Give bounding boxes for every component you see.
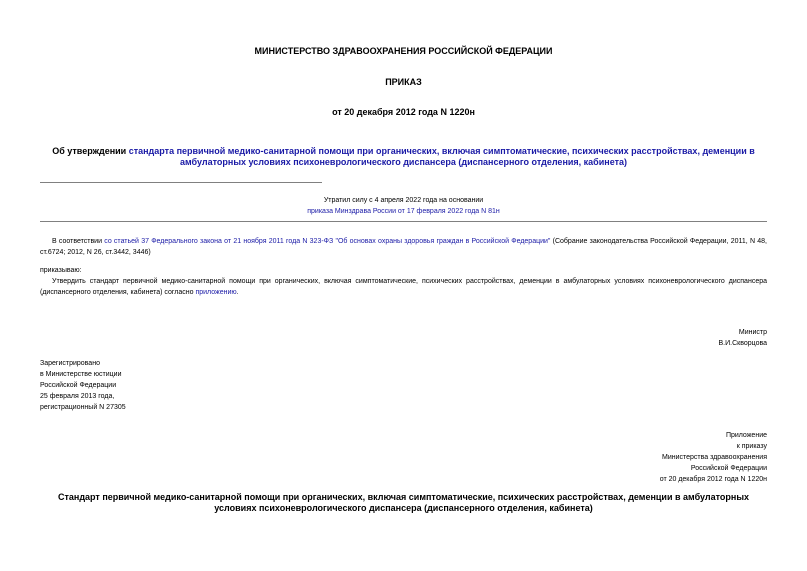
registration-block (40, 358, 240, 413)
status-link[interactable]: приказа Минздрава России от 17 февраля 2022 года N 81н (307, 208, 500, 215)
approve-text: Утвердить стандарт первичной медико-санитарной помощи при органических, включая симптоматические, психических расстройствах, деменции в амбулаторных условиях психоневрологического диспансера (диспансерного отделения, кабинета) согласно (40, 278, 767, 296)
status-line-1: Утратил силу с 4 апреля 2022 года на основании (323, 197, 484, 204)
doc-type-heading: ПРИКАЗ (385, 77, 422, 87)
standard-title: Стандарт первичной медико-санитарной помощи при органических, включая симптоматические, психических расстройствах, деменции в амбулаторных условиях психоневрологического диспансера (диспансерного отделения, кабинета) (57, 492, 750, 513)
signature-role: Министр (738, 329, 767, 336)
ministry-heading: МИНИСТЕРСТВО ЗДРАВООХРАНЕНИЯ РОССИЙСКОЙ ФЕДЕРАЦИИ (254, 46, 553, 56)
order-title-prefix: Об утверждении (52, 146, 129, 156)
registration-line: регистрационный N 27305 (40, 404, 126, 411)
signature-name: В.И.Скворцова (718, 340, 767, 347)
law-link[interactable]: со статьей 37 Федерального закона от 21 ноября 2011 года N 323-ФЗ "Об основах охраны здоровья граждан в Российской Федерации" (104, 238, 551, 245)
title-divider (40, 182, 322, 183)
registration-line: Российской Федерации (40, 382, 117, 389)
order-title-link[interactable]: стандарта первичной медико-санитарной помощи при органических, включая симптоматические, психических расстройствах, деменции в амбулаторных условиях психоневрологического диспансера (диспансерного отделения, кабинета) (128, 146, 755, 167)
order-word: приказываю: (40, 267, 82, 274)
appendix-link[interactable]: приложению (195, 289, 237, 296)
approve-suffix: . (236, 289, 239, 296)
basis-suffix: (Собрание законодательства Российской Федерации, 2011, N 48, ст.6724; 2012, N 26, ст.3442, 3446) (40, 238, 767, 256)
appendix-line: Российской Федерации (690, 465, 767, 472)
basis-prefix: В соответствии (52, 238, 105, 245)
registration-line: 25 февраля 2013 года, (40, 393, 115, 400)
approve-paragraph (40, 276, 767, 298)
registration-line: Зарегистрировано (40, 360, 100, 367)
order-title (40, 146, 767, 168)
date-number-heading: от 20 декабря 2012 года N 1220н (332, 107, 475, 117)
appendix-block (467, 430, 767, 485)
appendix-line: к приказу (736, 443, 767, 450)
appendix-line: Приложение (725, 432, 767, 439)
appendix-line: от 20 декабря 2012 года N 1220н (659, 476, 767, 483)
appendix-line: Министерства здравоохранения (662, 454, 767, 461)
basis-paragraph (40, 236, 767, 258)
registration-line: в Министерстве юстиции (40, 371, 122, 378)
status-divider (40, 221, 767, 222)
